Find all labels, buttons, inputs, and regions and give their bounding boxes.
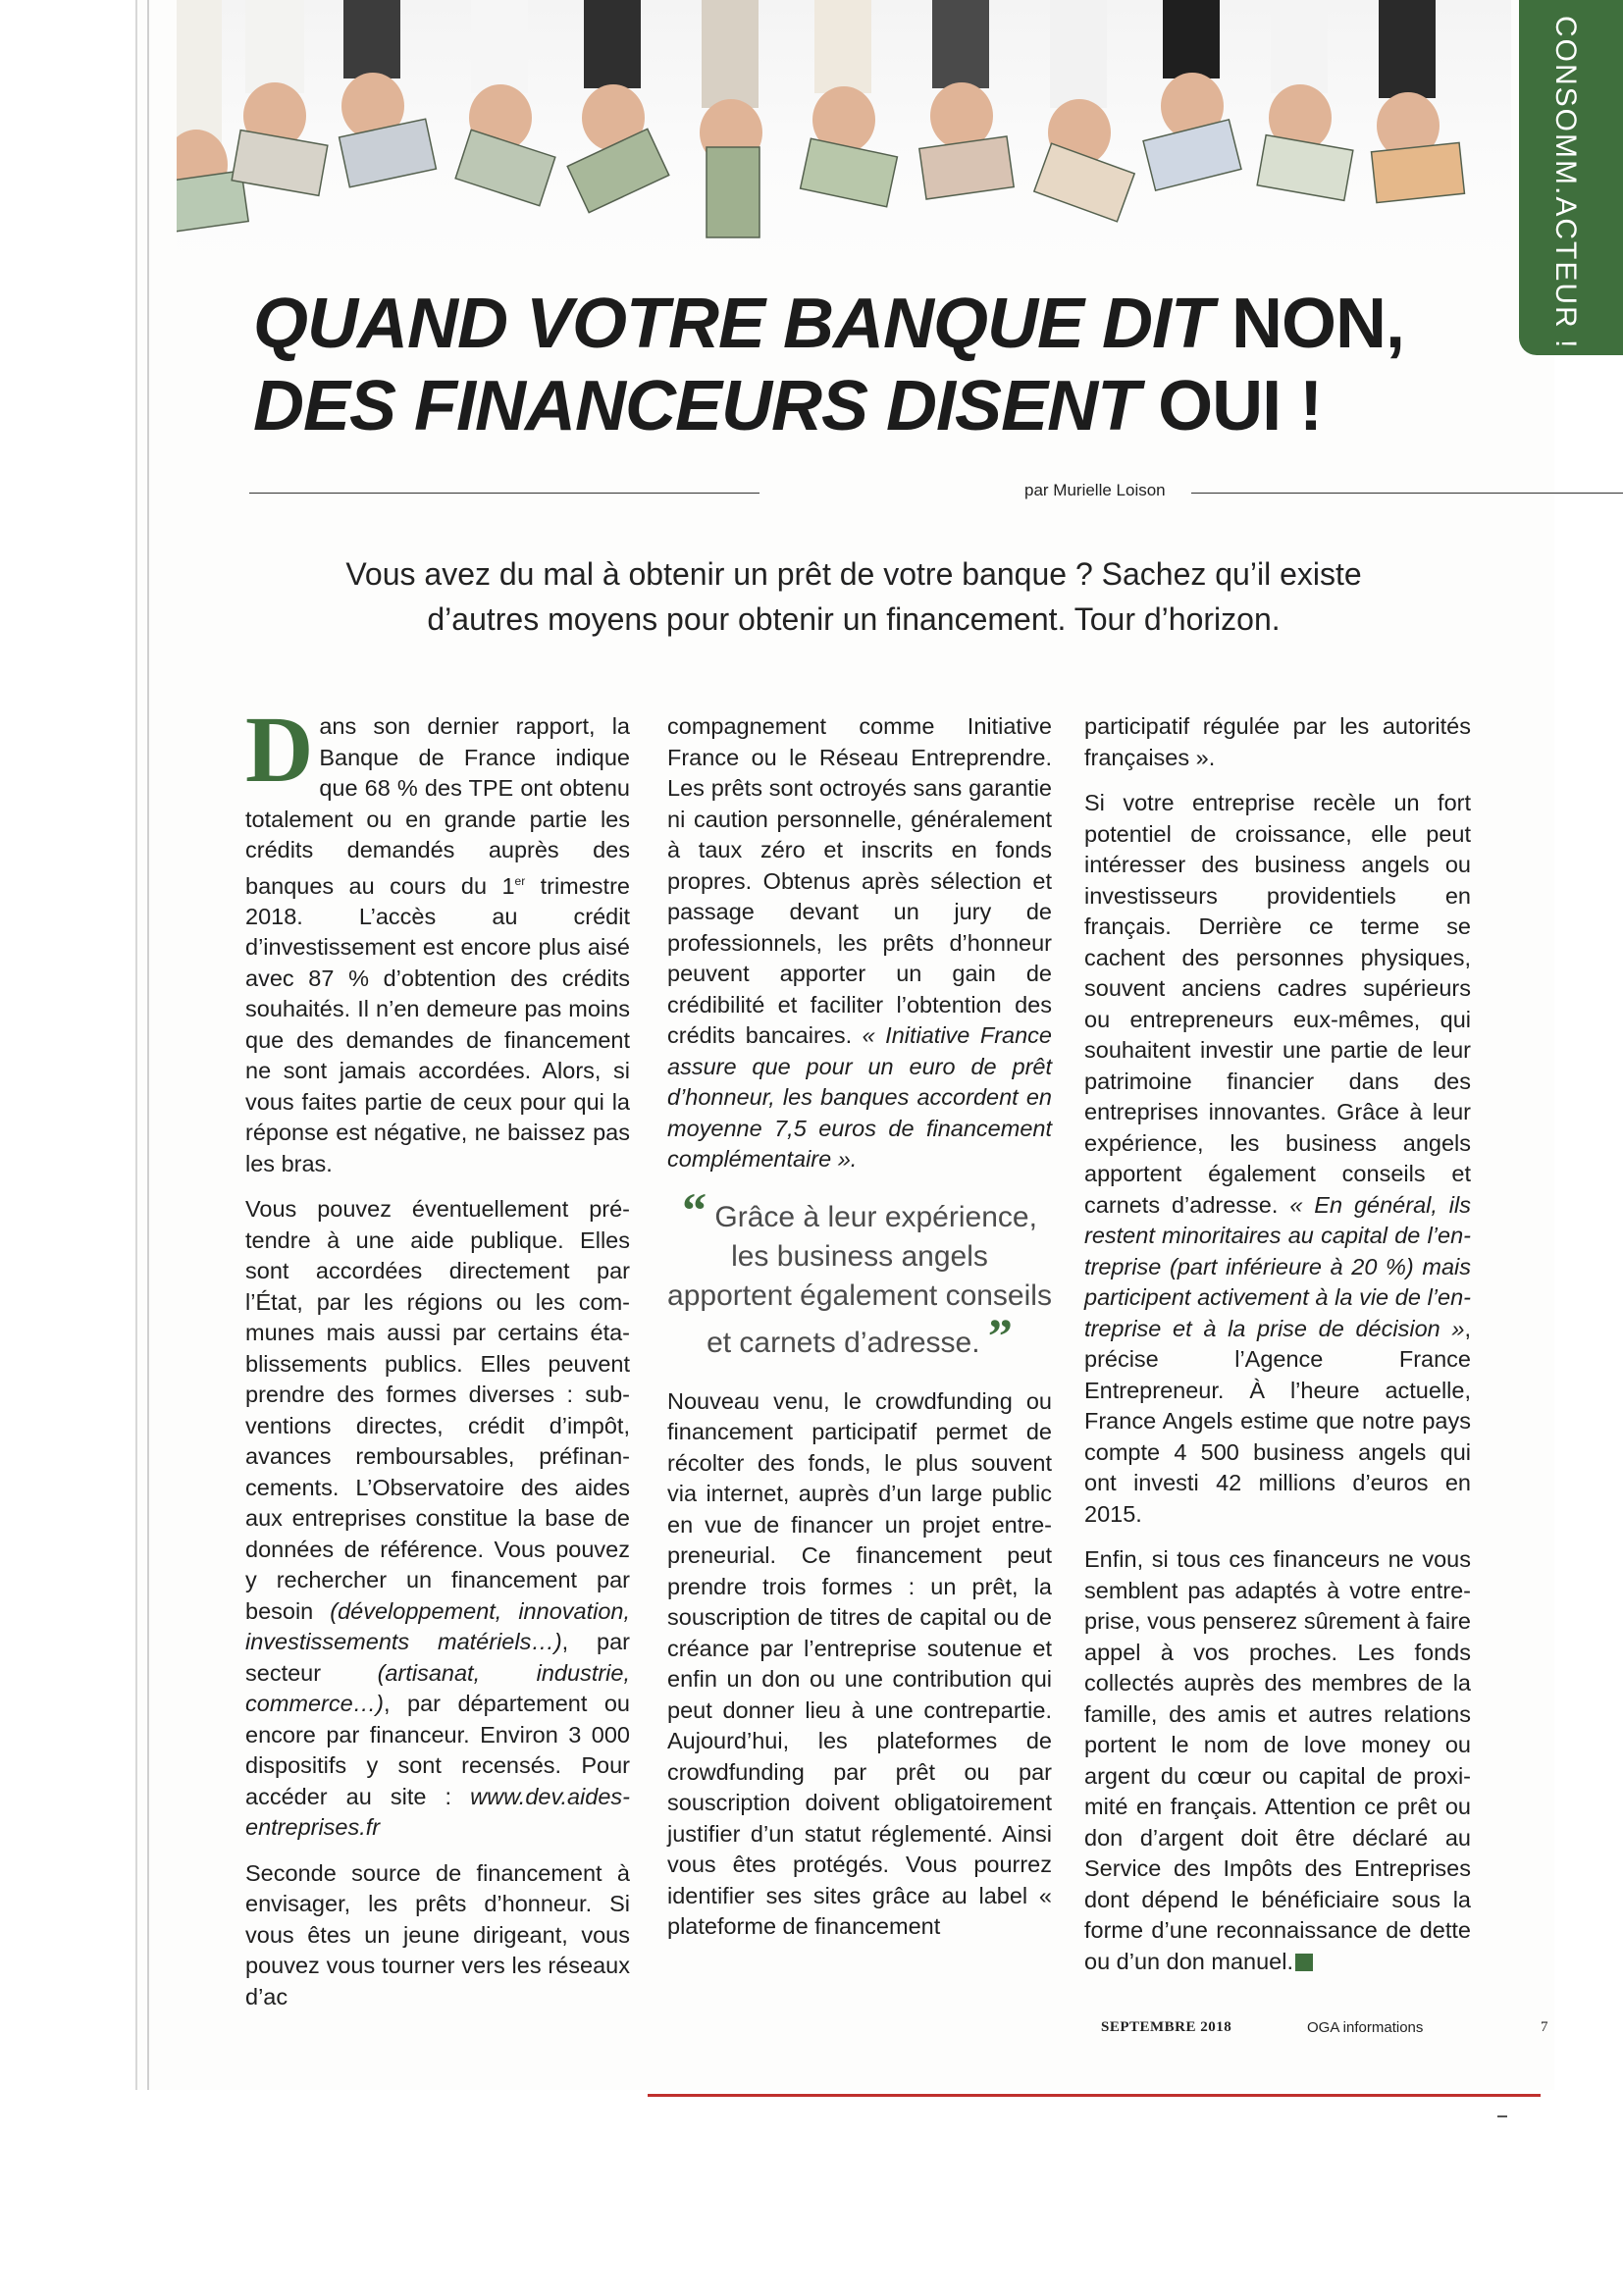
quote-open-icon: “: [682, 1181, 707, 1237]
paragraph-text: Vous pouvez éventuellement prétendre à une aide publique. Elles sont accordées directement par l’État, par les régions ou les communes mais aussi par certains établissements publics. Elles peuvent prendre des formes diverses : subventions directes, crédit d’impôt, avances remboursables, préfinancements. L’Observatoire des aides aux entreprises constitue la base de données de référence. Vous pouvez y rechercher un financement par besoin: [245, 1196, 630, 1624]
article-title: [253, 283, 1509, 447]
article-lead: [294, 551, 1413, 642]
title-line2-bold: OUI !: [1158, 367, 1323, 445]
paragraph-text: trimestre 2018. L’accès au crédit d’investissement est encore plus aisé avec 87 % d’obtention des crédits souhaités. Il n’en demeure pas moins que des demandes de financement ne sont jamais accordées. Alors, si vous faites partie de ceux pour qui la réponse est négative, ne baissez pas les bras.: [245, 872, 630, 1176]
paragraph: [1084, 788, 1471, 1530]
paragraph: [667, 711, 1052, 1175]
banknote: [707, 147, 759, 237]
lead-line1: Vous avez du mal à obtenir un prêt de votre banque ? Sachez qu’il existe: [345, 556, 1362, 592]
drop-cap: D: [245, 697, 314, 802]
arm-sleeve: [471, 0, 528, 93]
arm-sleeve: [1271, 0, 1328, 93]
arm-sleeve: [343, 0, 400, 78]
footer-date: SEPTEMBRE 2018: [1101, 2019, 1232, 2035]
byline: par Murielle Loison: [1024, 481, 1166, 499]
banknote: [1372, 142, 1465, 202]
arm-sleeve: [245, 0, 304, 93]
arm-sleeve: [702, 0, 759, 108]
section-tab-label: CONSOMM.ACTEUR !: [1549, 16, 1582, 350]
quote-close-icon: ”: [987, 1307, 1013, 1363]
paragraph: [1084, 1544, 1471, 1977]
ordinal-number: 1: [501, 872, 515, 899]
paragraph-text: , par département ou encore par financeur. Environ 3 000 dispositifs y sont recensés. Pour accéder au site :: [245, 1691, 630, 1809]
banknote: [232, 130, 328, 196]
paragraph-text: compagnement comme Initiative France ou le Réseau Entreprendre. Les prêts sont octroyés sans garantie ni caution personnelle, généralement à taux zéro et inscrits en fonds propres. Obtenus après sélection et passage devant un jury de professionnels, les prêts d’honneur peuvent apporter un gain de crédibilité et faciliter l’obtention des crédits bancaires.: [667, 713, 1052, 1048]
pull-quote: [667, 1181, 1052, 1363]
footer-rule: [648, 2094, 1541, 2097]
article-column-2: [667, 711, 1052, 1957]
byline-rule-right: [1191, 493, 1623, 494]
paragraph: Nouveau venu, le crowdfunding ou financement participatif permet de récolter des fonds, le plus souvent via internet, auprès d’un large public en vue de financer un projet entrepreneurial. Ce financement peut prendre trois formes : un prêt, la souscription de titres de capital ou de créance par l’entreprise soutenue et enfin un don ou une contribution qui peut donner lieu à une contrepartie. Aujourd’hui, les plateformes de crowdfunding par prêt ou par souscription doivent obligatoirement justifier d’un statut réglementé. Ainsi vous êtes protégés. Vous pourrez identifier ses sites grâce au label « plateforme de financement: [667, 1387, 1052, 1939]
lead-line2: d’autres moyens pour obtenir un financement. Tour d’horizon.: [427, 601, 1281, 637]
paragraph-italic: (artisanat, industrie, commerce…): [245, 1659, 630, 1717]
banknote: [455, 130, 555, 205]
arm-sleeve: [814, 0, 871, 93]
pull-quote-text: Grâce à leur expérience, les business angels apportent également conseils et carnets d’adresse.: [667, 1200, 1052, 1359]
paragraph: participatif régulée par les autorités françaises ».: [1084, 713, 1471, 770]
page-number: 7: [1541, 2019, 1548, 2035]
paragraph-quote: « En général, ils restent minoritaires au capital de l’entreprise (part inférieure à 20 %) mais participent activement à la vie de l’entreprise et à la prise de décision »: [1084, 1191, 1471, 1341]
article-column-1: [245, 697, 630, 2027]
arm-sleeve: [1379, 0, 1436, 98]
byline-row: [249, 481, 1466, 504]
ordinal-suffix: er: [514, 873, 526, 888]
banknote: [1034, 143, 1134, 222]
paragraph: [245, 697, 630, 1179]
banknote: [801, 138, 898, 207]
hands-money-illustration: [177, 0, 1511, 265]
paragraph-text: , par secteur: [245, 1629, 630, 1686]
paragraph-quote: « Initiative France assure que pour un euro de prêt d’honneur, les banques accordent en moyenne 7,5 euros de financement complémentaire ».: [667, 1022, 1052, 1172]
title-line1-bold: NON,: [1231, 285, 1405, 363]
section-tab: [1519, 0, 1623, 355]
paragraph-italic: (développement, innovation, investissements matériels…): [245, 1597, 630, 1655]
article-column-3: [1084, 711, 1471, 1992]
paragraph: Seconde source de financement à envisager, les prêts d’honneur. Si vous êtes un jeune dirigeant, vous pouvez vous tourner vers les réseaux d’ac: [245, 1859, 630, 2009]
banknote: [1143, 120, 1241, 190]
paragraph: [245, 1194, 630, 1844]
paragraph-text: Enfin, si tous ces financeurs ne vous semblent pas adaptés à votre entreprise, vous penserez sûrement à faire appel à vos proches. Les fonds collectés auprès des membres de la famille, des amis et autres relations portent le nom de love money ou argent du cœur ou capital de proximité en français. Attention ce prêt ou don d’argent doit être déclaré au Service des Impôts des Entreprises dont dépend le bénéficiaire sous la forme d’une reconnaissance de dette ou d’un don manuel.: [1084, 1546, 1471, 1974]
scan-edge: [147, 0, 149, 2090]
footer-magazine: OGA informations: [1307, 2019, 1424, 2036]
banknote: [919, 136, 1014, 199]
title-line1-normal: QUAND VOTRE BANQUE DIT: [253, 285, 1232, 363]
arm-sleeve: [1163, 0, 1220, 78]
end-of-article-icon: [1295, 1954, 1313, 1971]
title-line2-normal: DES FINANCEURS DISENT: [253, 367, 1159, 445]
banknote: [1257, 135, 1353, 201]
paragraph-text: Si votre entreprise recèle un fort potentiel de croissance, elle peut intéresser des business angels ou investisseurs providentiels en français. Derrière ce terme se cachent des personnes physiques, souvent anciens cadres supérieurs ou entrepreneurs eux-mêmes, qui souhaitent investir une partie de leur patrimoine financier dans des entreprises innovantes. Grâce à leur expérience, les business angels apportent également conseils et carnets d’adresse.: [1084, 790, 1471, 1218]
arm-sleeve: [177, 0, 222, 147]
website-link[interactable]: www.dev.aides-entreprises.fr: [245, 1783, 630, 1841]
header-photo-hands-money: [177, 0, 1511, 265]
arm-sleeve: [584, 0, 641, 88]
paragraph-text: ans son dernier rapport, la Banque de France indique que 68 % des TPE ont obtenu totalement ou en grande partie les crédits demandés auprès des banques au cours du: [245, 713, 630, 899]
scan-mark: [1497, 2115, 1507, 2117]
arm-sleeve: [1050, 0, 1107, 108]
byline-rule-left: [249, 493, 759, 494]
paragraph-text: , précise l’Agence France Entrepreneur. À l’heure actuelle, France Angels estime que notre pays compte 4 500 business angels qui ont investi 42 millions d’euros en 2015.: [1084, 1315, 1471, 1527]
arm-sleeve: [932, 0, 989, 88]
